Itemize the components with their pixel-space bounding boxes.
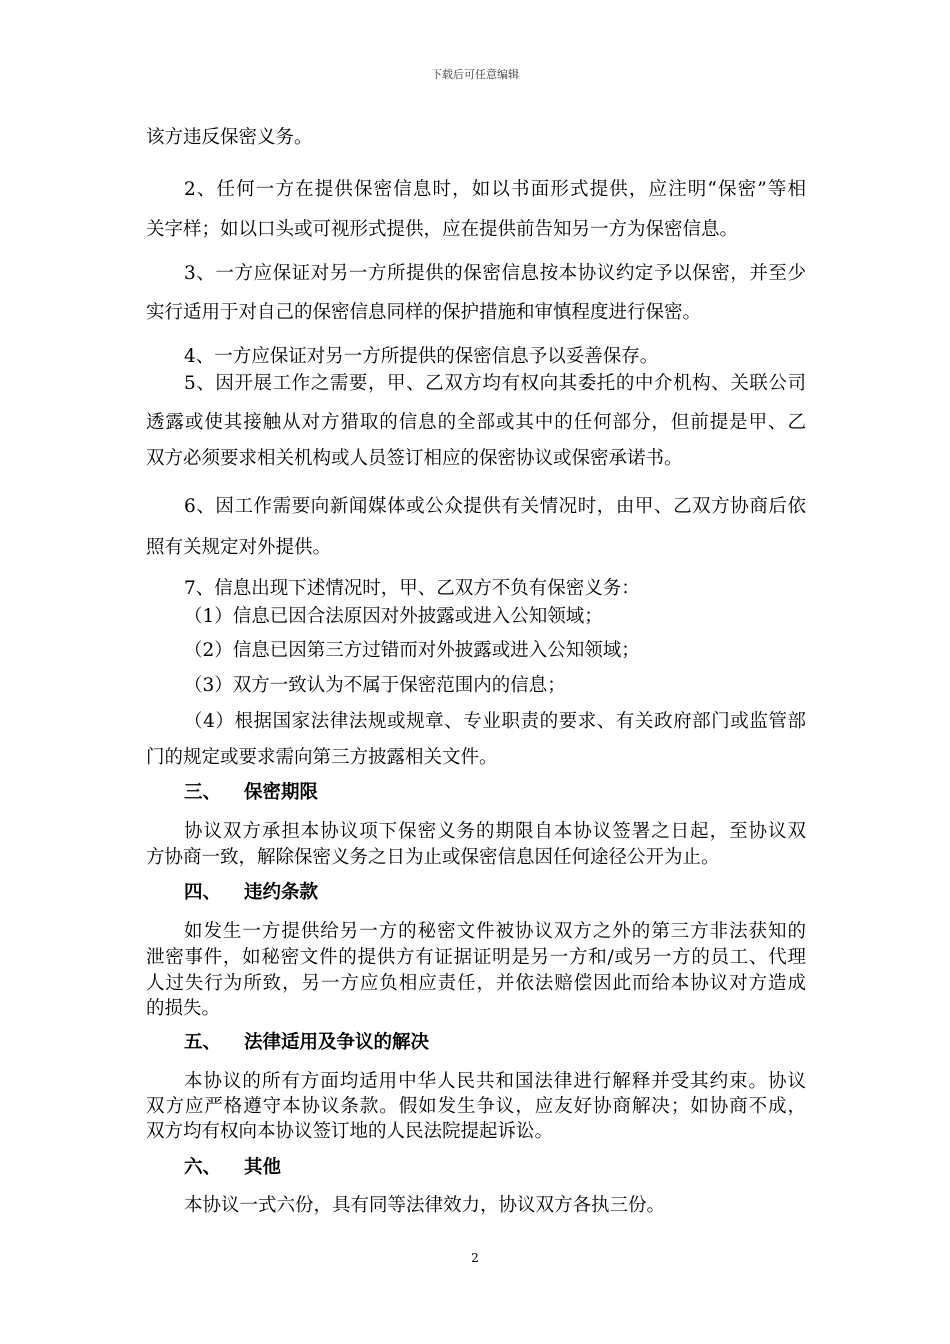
paragraph-line: 照有关规定对外提供。 bbox=[146, 537, 332, 558]
list-item: （4）根据国家法律法规或规章、专业职责的要求、有关政府部门或监管部 bbox=[184, 711, 806, 732]
paragraph-line: 协议双方承担本协议项下保密义务的期限自本协议签署之日起，至协议双 bbox=[184, 821, 806, 842]
section-number: 六、 bbox=[184, 1157, 222, 1178]
paragraph-line: 该方违反保密义务。 bbox=[146, 127, 313, 148]
section-number: 三、 bbox=[184, 782, 222, 803]
paragraph-line: 关字样；如以口头或可视形式提供，应在提供前告知另一方为保密信息。 bbox=[146, 219, 739, 240]
paragraph-line: 泄密事件，如秘密文件的提供方有证据证明是另一方和/或另一方的员工、代理 bbox=[146, 947, 806, 968]
paragraph-line: 实行适用于对自己的保密信息同样的保护措施和审慎程度进行保密。 bbox=[146, 302, 702, 323]
paragraph-line: 人过失行为所致，另一方应负相应责任，并依法赔偿因此而给本协议对方造成 bbox=[146, 973, 806, 994]
paragraph-line: 双方均有权向本协议签订地的人民法院提起诉讼。 bbox=[146, 1121, 554, 1142]
paragraph-line: 2、任何一方在提供保密信息时，如以书面形式提供，应注明“保密”等相 bbox=[184, 179, 806, 200]
section-number: 四、 bbox=[184, 882, 222, 903]
paragraph-line: 7、信息出现下述情况时，甲、乙双方不负有保密义务： bbox=[184, 578, 640, 599]
page-number: 2 bbox=[471, 1251, 479, 1265]
paragraph-line: 双方应严格遵守本协议条款。假如发生争议，应友好协商解决；如协商不成， bbox=[146, 1096, 806, 1117]
paragraph-line: 门的规定或要求需向第三方披露相关文件。 bbox=[146, 747, 498, 768]
paragraph-line: 的损失。 bbox=[146, 998, 221, 1019]
list-item: （1）信息已因合法原因对外披露或进入公知领域； bbox=[184, 606, 603, 627]
paragraph-line: 如发生一方提供给另一方的秘密文件被协议双方之外的第三方非法获知的 bbox=[184, 921, 806, 942]
section-title: 法律适用及争议的解决 bbox=[244, 1032, 430, 1053]
section-title: 保密期限 bbox=[244, 782, 319, 803]
paragraph-line: 4、一方应保证对另一方所提供的保密信息予以妥善保存。 bbox=[184, 346, 659, 367]
page-header: 下载后可任意编辑 bbox=[431, 68, 519, 81]
section-number: 五、 bbox=[184, 1032, 222, 1053]
paragraph-line: 本协议一式六份，具有同等法律效力，协议双方各执三份。 bbox=[184, 1195, 666, 1216]
paragraph-line: 方协商一致，解除保密义务之日为止或保密信息因任何途径公开为止。 bbox=[146, 847, 720, 868]
paragraph-line: 3、一方应保证对另一方所提供的保密信息按本协议约定予以保密，并至少 bbox=[184, 263, 806, 284]
paragraph-line: 5、因开展工作之需要，甲、乙双方均有权向其委托的中介机构、关联公司 bbox=[184, 373, 806, 394]
paragraph-line: 6、因工作需要向新闻媒体或公众提供有关情况时，由甲、乙双方协商后依 bbox=[184, 496, 806, 517]
paragraph-line: 透露或使其接触从对方猎取的信息的全部或其中的任何部分，但前提是甲、乙 bbox=[146, 412, 806, 433]
paragraph-line: 双方必须要求相关机构或人员签订相应的保密协议或保密承诺书。 bbox=[146, 448, 683, 469]
paragraph-line: 本协议的所有方面均适用中华人民共和国法律进行解释并受其约束。协议 bbox=[184, 1071, 806, 1092]
list-item: （3）双方一致认为不属于保密范围内的信息； bbox=[184, 675, 566, 696]
section-title: 其他 bbox=[244, 1157, 282, 1178]
list-item: （2）信息已因第三方过错而对外披露或进入公知领域； bbox=[184, 640, 640, 661]
section-title: 违约条款 bbox=[244, 882, 319, 903]
